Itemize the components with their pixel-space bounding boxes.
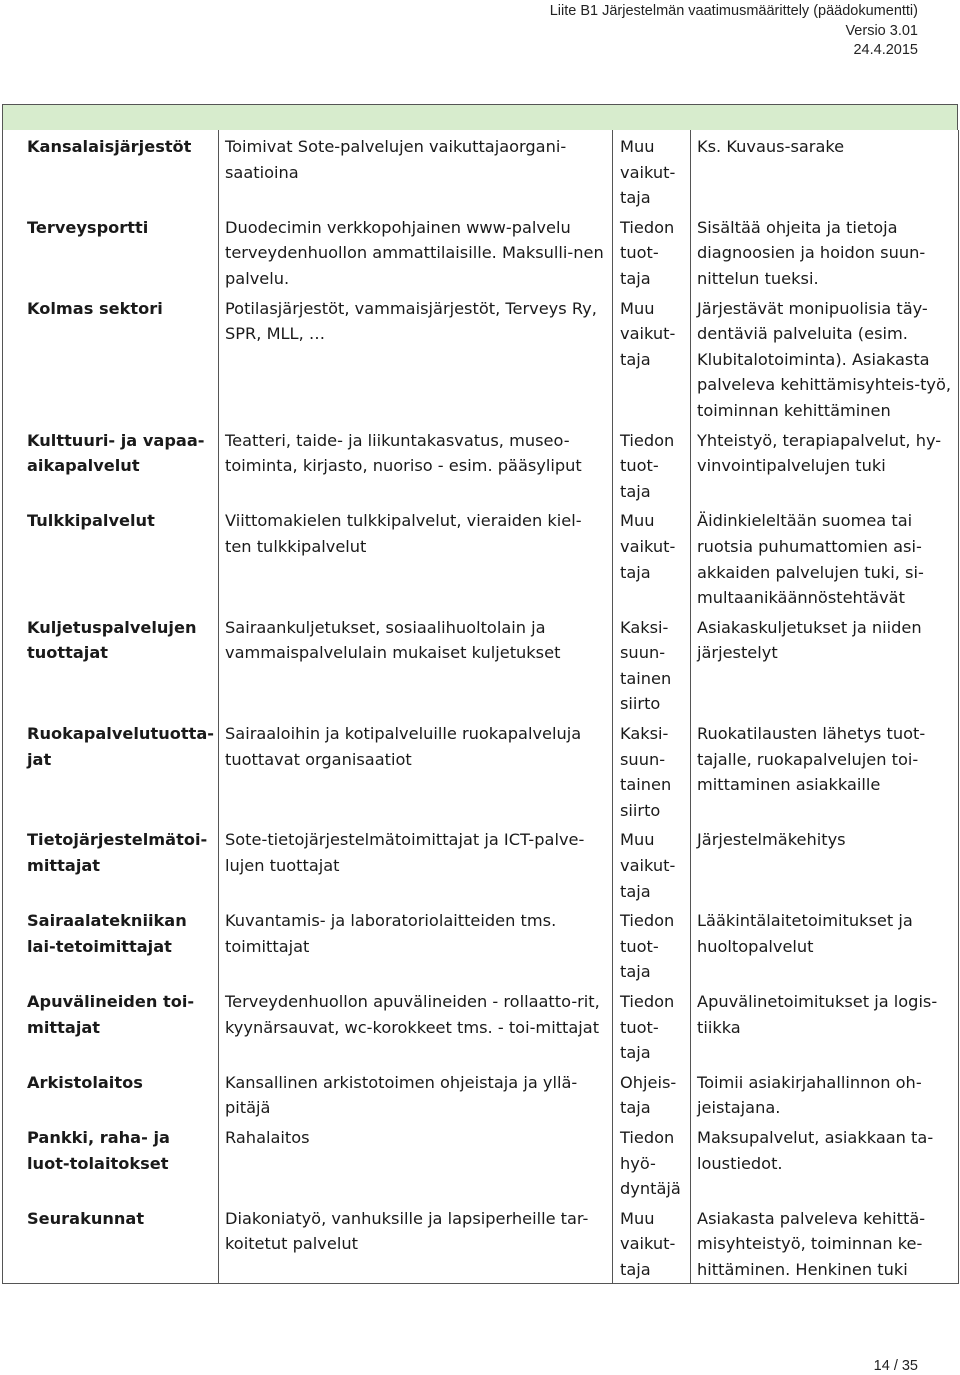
stakeholder-description: Potilasjärjestöt, vammaisjärjestöt, Terveys Ry, SPR, MLL, …: [219, 292, 613, 424]
stakeholder-role: Muu vaikut-taja: [613, 504, 691, 610]
table-row: [3, 717, 959, 823]
stakeholder-description: Diakoniatyö, vanhuksille ja lapsiperheille tar-koitetut palvelut: [219, 1202, 613, 1283]
stakeholder-note: Apuvälinetoimitukset ja logis-tiikka: [691, 985, 959, 1066]
stakeholder-role: Muu vaikut-taja: [613, 1202, 691, 1283]
stakeholder-description: Viittomakielen tulkkipalvelut, vieraiden kiel-ten tulkkipalvelut: [219, 504, 613, 610]
stakeholder-note: Ks. Kuvaus-sarake: [691, 130, 959, 211]
stakeholder-description: Kuvantamis- ja laboratoriolaitteiden tms. toimittajat: [219, 904, 613, 985]
stakeholder-table: [2, 104, 958, 1284]
stakeholder-description: Rahalaitos: [219, 1121, 613, 1202]
table-row: [3, 1202, 959, 1283]
stakeholder-description: Sairaaloihin ja kotipalveluille ruokapalveluja tuottavat organisaatiot: [219, 717, 613, 823]
table-row: [3, 424, 959, 505]
stakeholder-name: Kuljetuspalvelujen tuottajat: [3, 611, 219, 717]
table-row: [3, 1121, 959, 1202]
document-title: Liite B1 Järjestelmän vaatimusmäärittely (päädokumentti): [549, 3, 918, 19]
document-version: Versio 3.01: [845, 22, 918, 39]
stakeholder-name: Kulttuuri- ja vapaa-aikapalvelut: [3, 424, 219, 505]
page-number: 14 / 35: [873, 1358, 918, 1374]
stakeholder-description: Sote-tietojärjestelmätoimittajat ja ICT-palve-lujen tuottajat: [219, 823, 613, 904]
table-row: [3, 1066, 959, 1121]
stakeholder-name: Tietojärjestelmätoi-mittajat: [3, 823, 219, 904]
stakeholder-role: Tiedon tuot-taja: [613, 424, 691, 505]
stakeholder-role: Tiedon tuot-taja: [613, 904, 691, 985]
stakeholder-role: Muu vaikut-taja: [613, 823, 691, 904]
stakeholder-name: Kansalaisjärjestöt: [3, 130, 219, 211]
stakeholder-name: Terveysportti: [3, 211, 219, 292]
table-row: [3, 823, 959, 904]
stakeholder-description: Duodecimin verkkopohjainen www-palvelu terveydenhuollon ammattilaisille. Maksulli-nen palvelu.: [219, 211, 613, 292]
stakeholder-note: Järjestävät monipuolisia täy-dentäviä palveluita (esim. Klubitalotoiminta). Asiakasta palveleva kehittämisyhteis-työ, toiminnan kehittäminen: [691, 292, 959, 424]
document-date: 24.4.2015: [853, 42, 918, 58]
stakeholder-note: Yhteistyö, terapiapalvelut, hy-vinvointipalvelujen tuki: [691, 424, 959, 505]
stakeholder-description: Terveydenhuollon apuvälineiden - rollaatto-rit, kyynärsauvat, wc-korokkeet tms. - toi-mittajat: [219, 985, 613, 1066]
stakeholder-name: Apuvälineiden toi-mittajat: [3, 985, 219, 1066]
stakeholder-role: Tiedon tuot-taja: [613, 211, 691, 292]
stakeholder-note: Järjestelmäkehitys: [691, 823, 959, 904]
stakeholder-note: Asiakaskuljetukset ja niiden järjestelyt: [691, 611, 959, 717]
stakeholder-note: Äidinkieleltään suomea tai ruotsia puhumattomien asi-akkaiden palvelujen tuki, si-multaanikäännöstehtävät: [691, 504, 959, 610]
stakeholder-role: Kaksi-suun-tainen siirto: [613, 717, 691, 823]
stakeholder-role: Tiedon tuot-taja: [613, 985, 691, 1066]
stakeholder-note: Asiakasta palveleva kehittä-misyhteistyö, toiminnan ke-hittäminen. Henkinen tuki: [691, 1202, 959, 1283]
stakeholder-note: Lääkintälaitetoimitukset ja huoltopalvelut: [691, 904, 959, 985]
stakeholder-name: Arkistolaitos: [3, 1066, 219, 1121]
table-row: [3, 985, 959, 1066]
stakeholder-name: Seurakunnat: [3, 1202, 219, 1283]
stakeholder-name: Kolmas sektori: [3, 292, 219, 424]
stakeholder-note: Toimii asiakirjahallinnon oh-jeistajana.: [691, 1066, 959, 1121]
stakeholder-note: Sisältää ohjeita ja tietoja diagnoosien ja hoidon suun-nittelun tueksi.: [691, 211, 959, 292]
stakeholder-name: Tulkkipalvelut: [3, 504, 219, 610]
table-header-band: [2, 104, 958, 130]
stakeholder-note: Ruokatilausten lähetys tuot-tajalle, ruokapalvelujen toi-mittaminen asiakkaille: [691, 717, 959, 823]
stakeholder-note: Maksupalvelut, asiakkaan ta-loustiedot.: [691, 1121, 959, 1202]
stakeholder-name: Sairaalatekniikan lai-tetoimittajat: [3, 904, 219, 985]
stakeholder-role: Muu vaikut-taja: [613, 130, 691, 211]
table-row: [3, 130, 959, 211]
table-row: [3, 504, 959, 610]
stakeholder-description: Kansallinen arkistotoimen ohjeistaja ja yllä-pitäjä: [219, 1066, 613, 1121]
stakeholder-description: Sairaankuljetukset, sosiaalihuoltolain ja vammaispalvelulain mukaiset kuljetukset: [219, 611, 613, 717]
stakeholder-role: Kaksi-suun-tainen siirto: [613, 611, 691, 717]
document-header: [550, 2, 918, 61]
table-row: [3, 292, 959, 424]
table-row: [3, 611, 959, 717]
stakeholder-role: Ohjeis-taja: [613, 1066, 691, 1121]
table-row: [3, 904, 959, 985]
stakeholder-name: Pankki, raha- ja luot-tolaitokset: [3, 1121, 219, 1202]
stakeholder-description: Teatteri, taide- ja liikuntakasvatus, museo-toiminta, kirjasto, nuoriso - esim. pääsyliput: [219, 424, 613, 505]
stakeholder-name: Ruokapalvelutuotta-jat: [3, 717, 219, 823]
stakeholder-role: Tiedon hyö-dyntäjä: [613, 1121, 691, 1202]
stakeholder-role: Muu vaikut-taja: [613, 292, 691, 424]
table-row: [3, 211, 959, 292]
stakeholder-description: Toimivat Sote-palvelujen vaikuttajaorgani-saatioina: [219, 130, 613, 211]
